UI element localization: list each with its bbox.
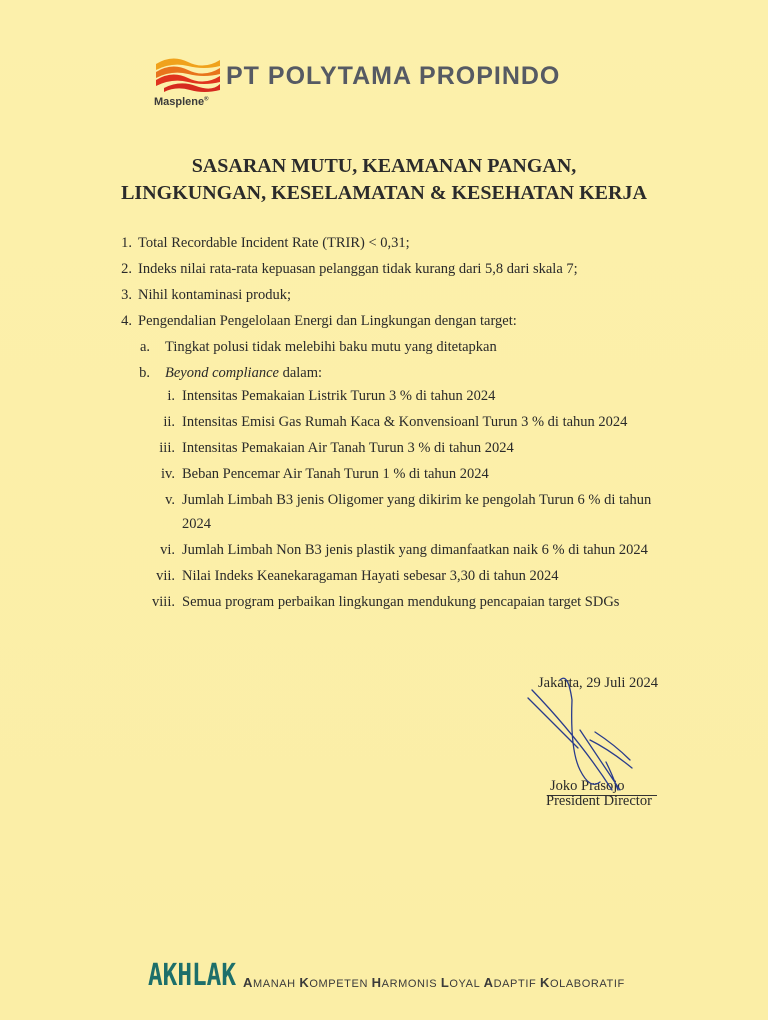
- signature-block: [520, 670, 670, 820]
- core-values-text: AMANAH KOMPETEN HARMONIS LOYAL ADAPTIF KOLABORATIF: [243, 975, 625, 990]
- brand-name: Masplene®: [154, 96, 209, 108]
- place-date: Jakarta, 29 Juli 2024: [538, 675, 659, 691]
- title-line-2: LINGKUNGAN, KESELAMATAN & KESEHATAN KERJA: [121, 182, 647, 204]
- handwritten-signature-icon: [520, 670, 670, 820]
- company-logo: [150, 50, 610, 120]
- italic-term: Beyond compliance: [165, 365, 279, 381]
- company-name: PT POLYTAMA PROPINDO: [226, 62, 561, 90]
- signatory-position: President Director: [546, 793, 652, 809]
- akhlak-logo-text: AKHLAK: [148, 958, 236, 991]
- footer-values: [148, 955, 628, 995]
- polytama-wave-icon: [154, 52, 224, 96]
- akhlak-logo: [148, 955, 236, 991]
- signatory-name: Joko Prasojo: [550, 778, 625, 794]
- document-page: PT POLYTAMA PROPINDO Masplene® SASARAN MUTU, KEAMANAN PANGAN, LINGKUNGAN, KESELAMATAN & KESEHATAN KERJA 1. Total Recordable Incident Rate (TRIR) < 0,31; 2. Indeks nilai rata-rata kepuasan pelanggan tidak kurang dari 5,8 dari skala 7; 3. Nihil kontaminasi produk; 4. Pengendalian Pengelolaan Energi dan Lingkungan dengan target: a. Tingkat polusi tidak melebihi baku mutu yang ditetapkan b. Beyond compliance dalam: i. Intensitas Pemakaian Listrik Turun 3 % di tahun 2024 ii. Intensitas Emisi Gas Rumah Kaca & Konvensioanl Turun 3 % di tahun 2024 iii. Intensitas Pemakaian Air Tanah Turun 3 % di tahun 2024 iv. Beban Pencemar Air Tanah Turun 1 % di tahun 2024 v. Jumlah Limbah B3 jenis Oligomer yang dikirim ke pengolah Turun 6 % di tahun 2024 vi. Jumlah Limbah Non B3 jenis plastik yang dimanfaatkan naik 6 % di tahun 2024 vii. Nilai Indeks Keanekaragaman Hayati sebesar 3,30 di tahun 2024 viii. Semua program perbaikan lingkungan mendukung pencapaian target SDGs Jakarta, 29 Juli 2024 Joko Prasojo President Director AKHLAK AMANAH KOMPETEN HARMONIS LOYAL ADAPTIF KOLABORATIF: [0, 0, 768, 1020]
- title-line-1: SASARAN MUTU, KEAMANAN PANGAN,: [191, 155, 577, 177]
- document-title: [0, 153, 768, 207]
